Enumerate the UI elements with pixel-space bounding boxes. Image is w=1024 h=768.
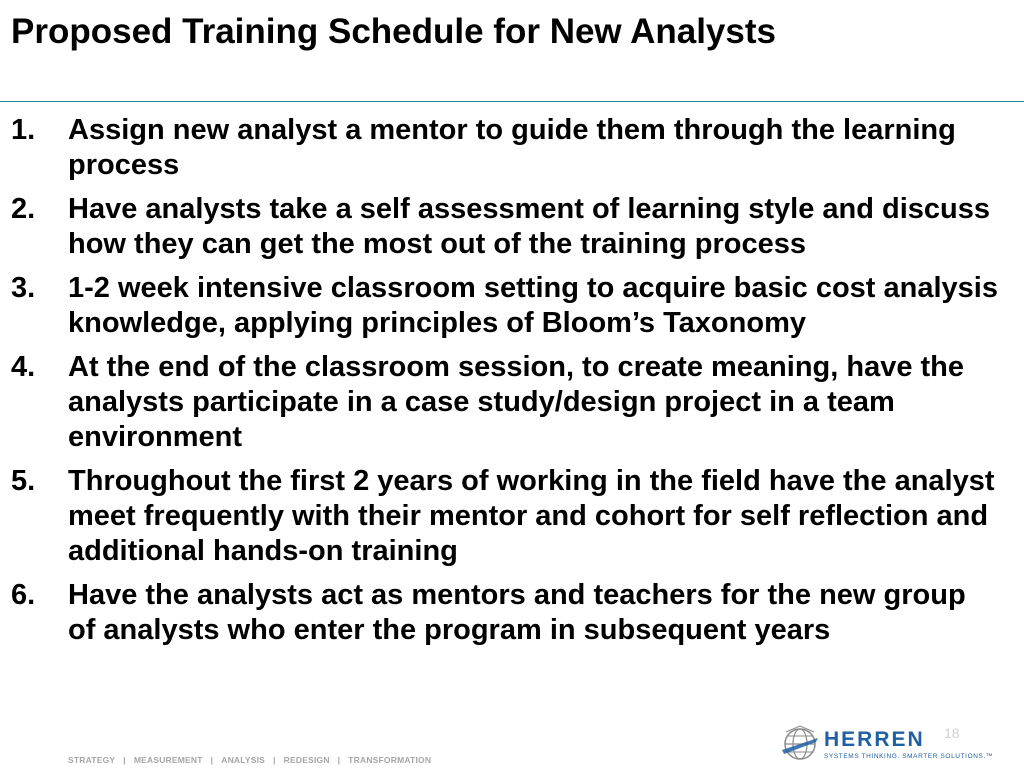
list-item-text: Have the analysts act as mentors and teachers for the new group of analysts who enter the program in subsequent years: [68, 579, 966, 646]
list-item-number: 2.: [11, 193, 36, 225]
list-item: [0, 578, 1000, 648]
footer-tag: STRATEGY: [68, 755, 116, 765]
footer-tag: TRANSFORMATION: [348, 755, 432, 765]
list-item-number: 3.: [11, 272, 36, 304]
footer-separator: |: [273, 755, 276, 765]
slide-title: Proposed Training Schedule for New Analysts: [11, 12, 776, 51]
list-item-number: 1.: [11, 114, 36, 146]
footer-separator: |: [210, 755, 214, 765]
list-item: [0, 192, 1000, 262]
list-item: [0, 271, 1000, 341]
list-item-text: Throughout the first 2 years of working in the field have the analyst meet frequently with their mentor and cohort for self reflection and additional hands-on training: [68, 465, 995, 567]
footer-tag: REDESIGN: [283, 755, 330, 765]
footer-tags: [68, 755, 431, 765]
footer-tag: ANALYSIS: [221, 755, 266, 765]
list-item-text: 1-2 week intensive classroom setting to acquire basic cost analysis knowledge, applying principles of Bloom’s Taxonomy: [68, 272, 998, 339]
list-item-number: 4.: [11, 351, 36, 383]
list-item-text: At the end of the classroom session, to create meaning, have the analysts participate in a case study/design project in a team environment: [68, 351, 965, 453]
footer-separator: |: [337, 755, 341, 765]
list-item: [0, 464, 1000, 569]
list-item-text: Assign new analyst a mentor to guide them through the learning process: [68, 114, 956, 181]
list-item: [0, 350, 1000, 455]
training-steps-list: [0, 113, 1000, 657]
logo-wordmark: HERREN: [824, 728, 925, 751]
list-item-number: 5.: [11, 465, 36, 497]
herren-logo: [780, 722, 1020, 766]
logo-tagline: SYSTEMS THINKING. SMARTER SOLUTIONS.™: [824, 753, 993, 760]
globe-icon: [780, 724, 820, 764]
footer-tag: MEASUREMENT: [133, 755, 203, 765]
title-divider: [0, 101, 1024, 102]
list-item: [0, 113, 1000, 183]
page-number: 18: [944, 725, 960, 741]
footer-separator: |: [123, 755, 126, 765]
list-item-text: Have analysts take a self assessment of learning style and discuss how they can get the most out of the training process: [68, 193, 990, 260]
list-item-number: 6.: [11, 579, 36, 611]
